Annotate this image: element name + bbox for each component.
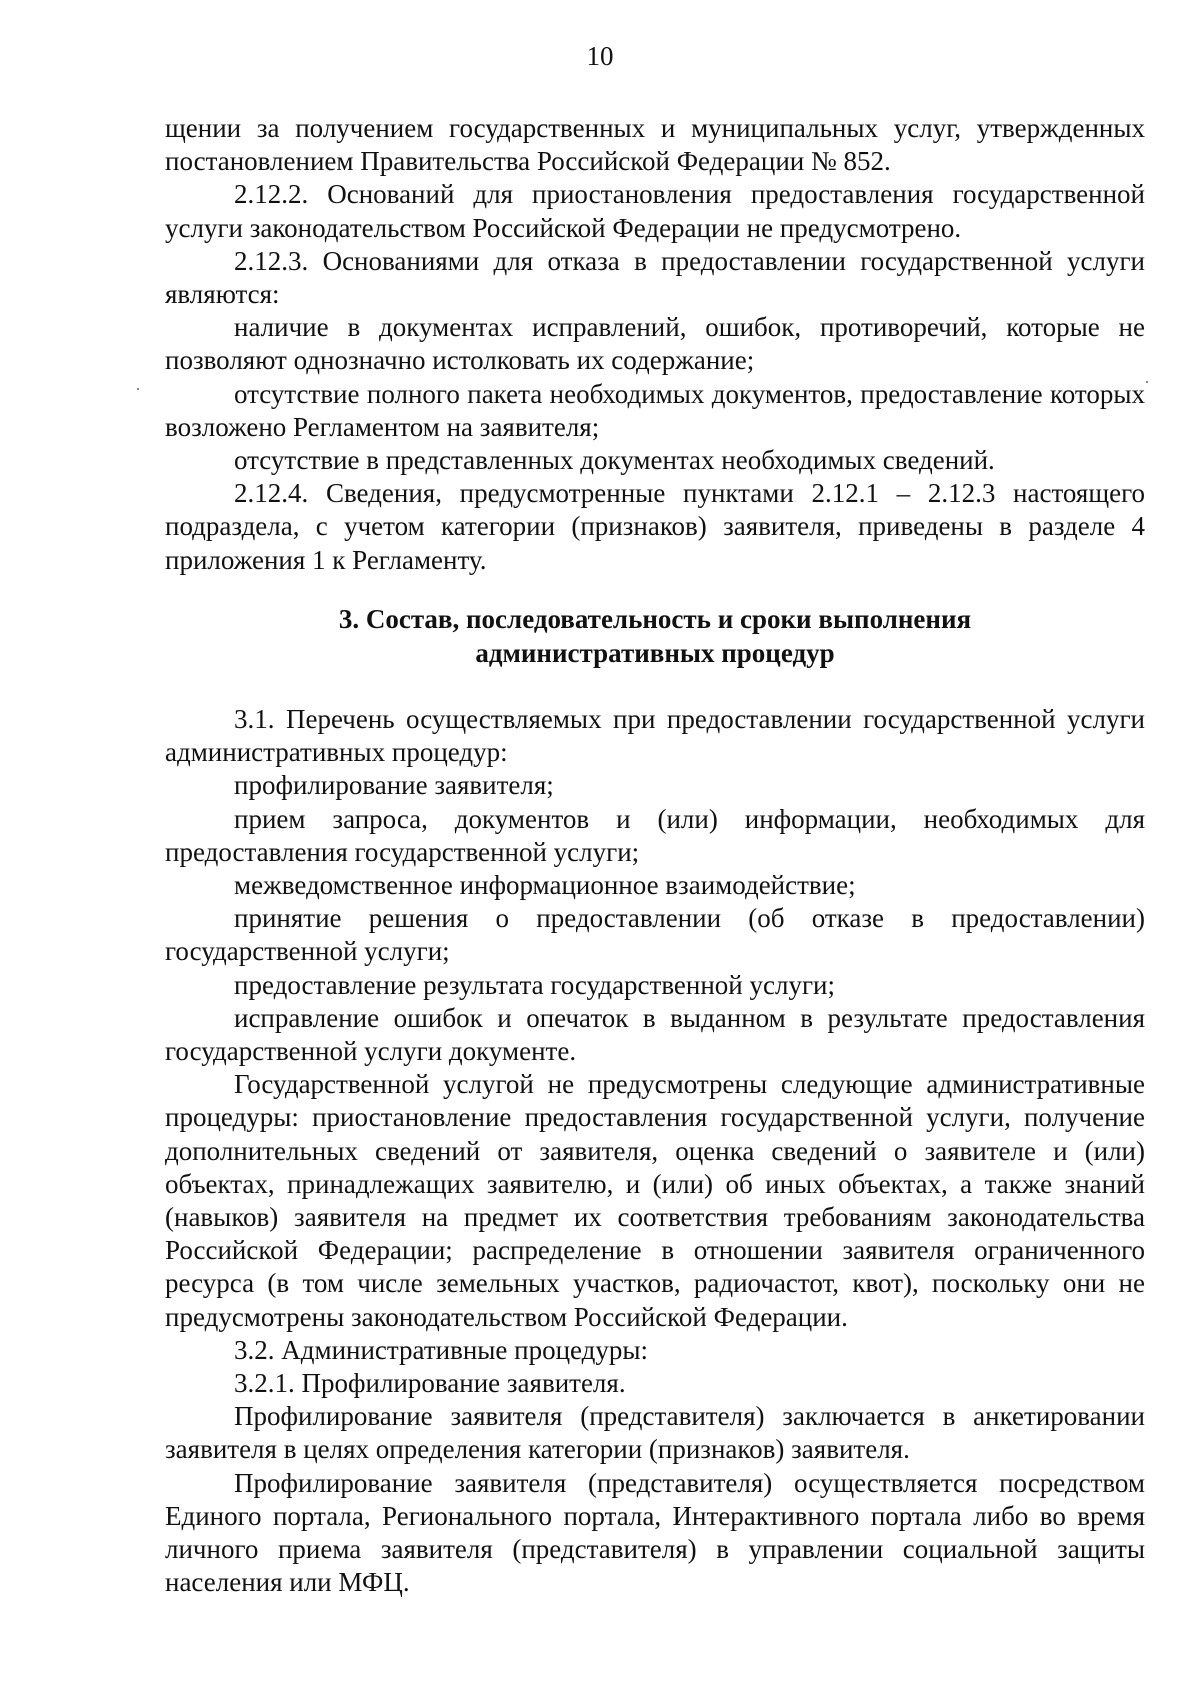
paragraph: межведомственное информационное взаимодействие; <box>234 870 856 901</box>
paragraph: отсутствие в представленных документах необходимых сведений. <box>234 445 995 476</box>
paragraph: 3.2. Административные процедуры: <box>234 1334 649 1365</box>
paragraph: щении за получением государственных и муниципальных услуг, утвержденных постановлением Правительства Российской Федерации № 852. <box>165 113 1145 177</box>
paragraph: Государственной услугой не предусмотрены следующие административные процедуры: приостановление предоставления государственной услуги, получение дополнительных сведений от заявителя, оценка сведений о заявителе и (или) объектах, принадлежащих заявителю, и (или) об иных объектах, а также знаний (навыков) заявителя на предмет их соответствия требованиям законодательства Российской Федерации; распределение в отношении заявителя ограниченного ресурса (в том числе земельных участков, радиочастот, квот), поскольку они не предусмотрены законодательством Российской Федерации. <box>165 1069 1145 1332</box>
paragraph: Профилирование заявителя (представителя) осуществляется посредством Единого портала, Регионального портала, Интерактивного портала либо во время личного приема заявителя (представителя) в управлении социальной защиты населения или МФЦ. <box>165 1467 1145 1598</box>
scan-artifact <box>137 388 139 390</box>
paragraph: отсутствие полного пакета необходимых документов, предоставление которых возложено Регламентом на заявителя; <box>165 378 1145 442</box>
paragraph: прием запроса, документов и (или) информации, необходимых для предоставления государственной услуги; <box>165 803 1145 867</box>
heading-line: административных процедур <box>475 637 835 668</box>
heading-line: 3. Состав, последовательность и сроки выполнения <box>338 604 972 634</box>
section-2-12-text <box>165 112 1145 577</box>
paragraph: 2.12.2. Оснований для приостановления предоставления государственной услуги законодательством Российской Федерации не предусмотрено. <box>165 179 1145 243</box>
paragraph: исправление ошибок и опечаток в выданном в результате предоставления государственной услуги документе. <box>165 1002 1145 1067</box>
paragraph: 2.12.3. Основаниями для отказа в предоставлении государственной услуги являются: <box>165 245 1145 310</box>
paragraph: 2.12.4. Сведения, предусмотренные пунктами 2.12.1 – 2.12.3 настоящего подраздела, с учетом категории (признаков) заявителя, приведены в разделе 4 приложения 1 к Регламенту. <box>165 478 1145 575</box>
paragraph: Профилирование заявителя (представителя) заключается в анкетировании заявителя в целях определения категории (признаков) заявителя. <box>165 1401 1145 1465</box>
paragraph: принятие решения о предоставлении (об отказе в предоставлении) государственной услуги; <box>165 903 1145 967</box>
paragraph: наличие в документах исправлений, ошибок, противоречий, которые не позволяют однозначно истолковать их содержание; <box>165 312 1145 376</box>
scan-artifact <box>1146 381 1148 383</box>
paragraph: предоставление результата государственной услуги; <box>234 969 835 1000</box>
paragraph: профилирование заявителя; <box>234 770 554 801</box>
page-number: 10 <box>586 41 614 71</box>
section-3-heading <box>165 603 1145 670</box>
section-3-text <box>165 703 1145 1599</box>
paragraph: 3.1. Перечень осуществляемых при предоставлении государственной услуги административных процедур: <box>165 704 1145 768</box>
paragraph: 3.2.1. Профилирование заявителя. <box>234 1368 626 1399</box>
